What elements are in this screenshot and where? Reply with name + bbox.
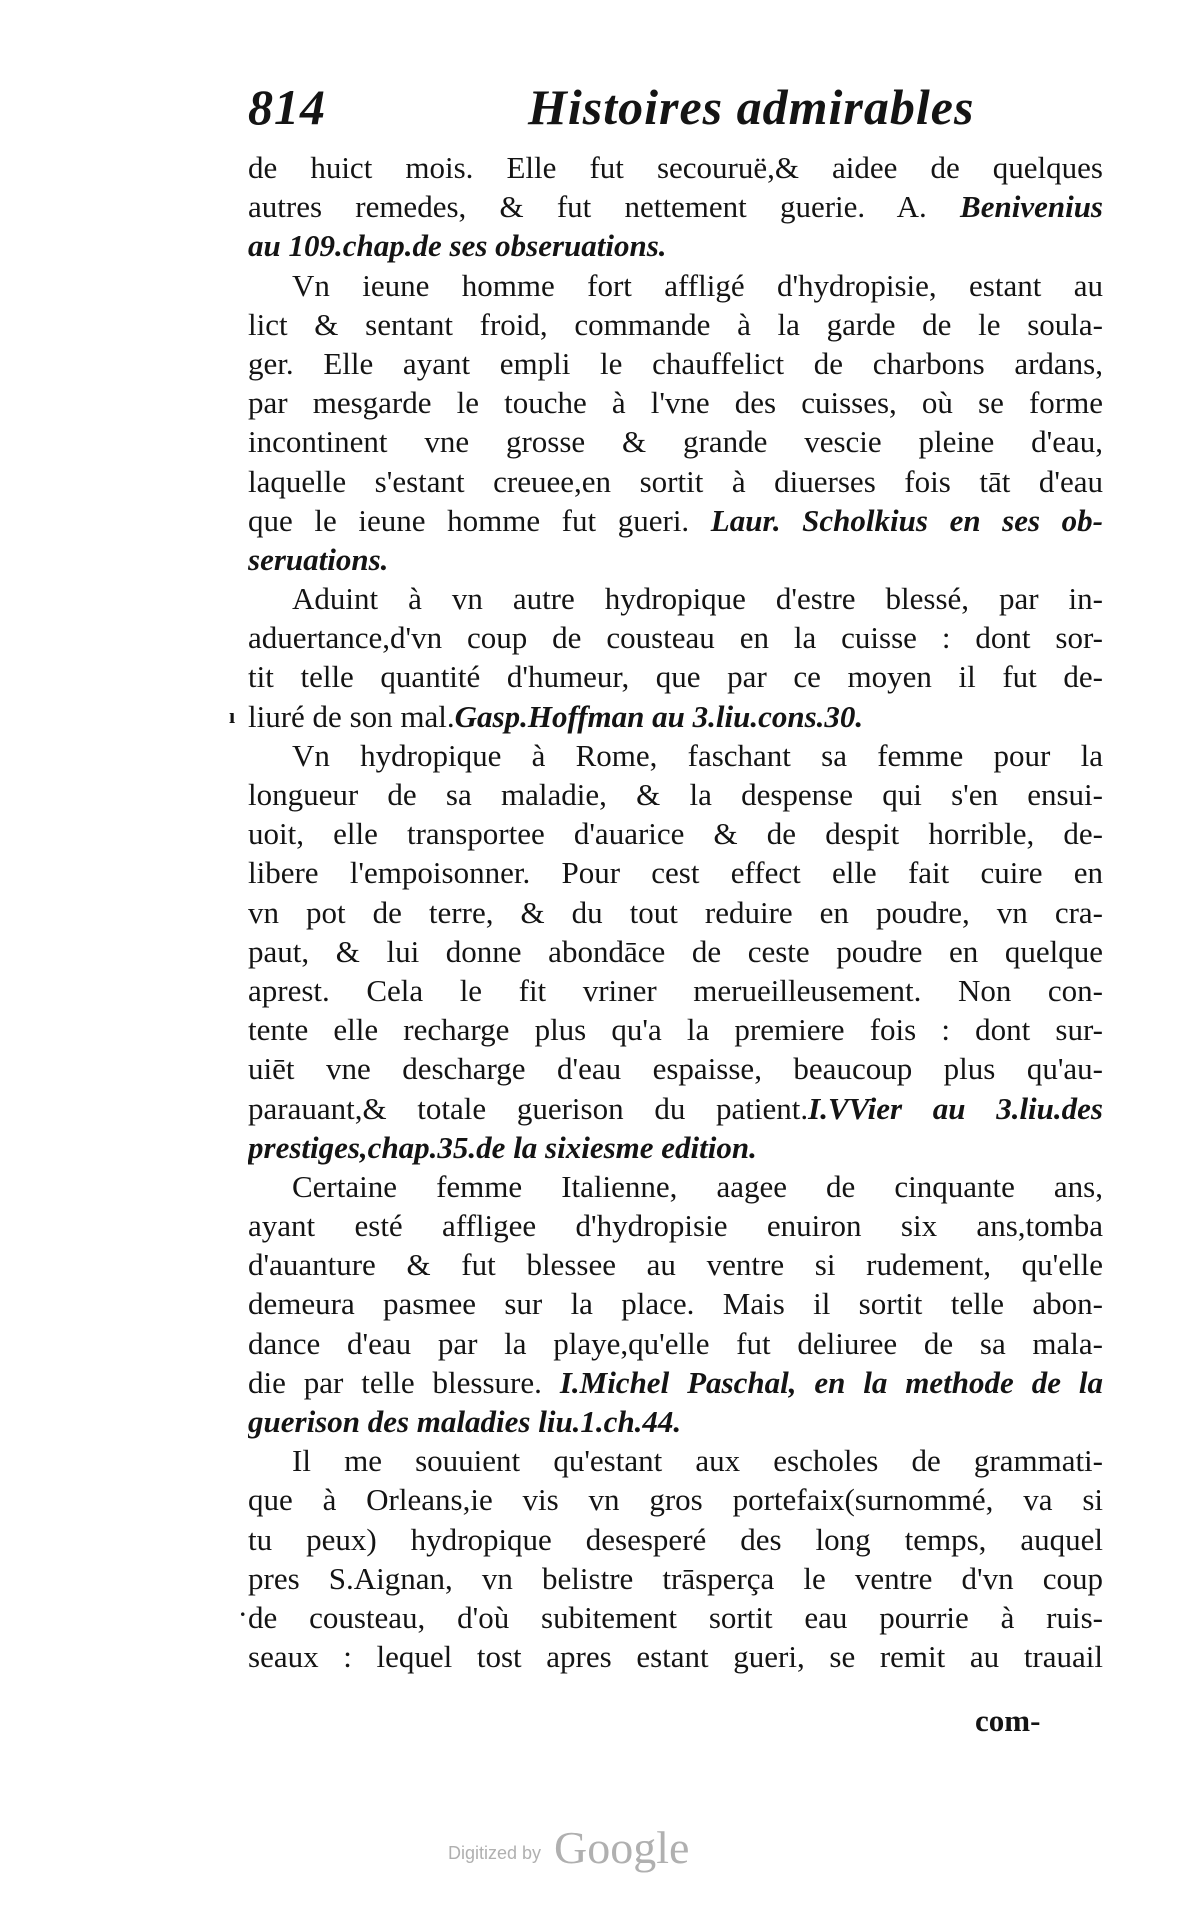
text-line — [248, 814, 1103, 853]
line-text: seaux : lequel tost apres estant gueri, se remit au trauail — [248, 1639, 1103, 1675]
digitization-watermark — [448, 1821, 748, 1881]
text-line — [248, 1520, 1103, 1559]
line-text: aduertance,d'vn coup de cousteau en la cuisse : dont sor- — [248, 620, 1103, 656]
margin-mark: . — [240, 1596, 246, 1621]
text-line — [248, 1324, 1103, 1363]
text-line — [248, 1128, 1103, 1167]
text-line — [248, 1049, 1103, 1088]
text-line — [248, 579, 1103, 618]
citation: prestiges,chap.35.de la sixiesme edition. — [248, 1129, 757, 1165]
line-text: parauant,& totale guerison du patient. — [248, 1090, 809, 1126]
text-line — [248, 1206, 1103, 1245]
text-line — [248, 187, 1103, 226]
text-line — [248, 148, 1103, 187]
running-title: Histoires admirables — [528, 79, 975, 135]
citation: Gasp.Hoffman au 3.liu.cons.30. — [454, 698, 864, 734]
text-line — [248, 1441, 1103, 1480]
line-text: de huict mois. Elle fut secouruë,& aidee de quelques — [248, 150, 1103, 185]
line-text: aprest. Cela le fit vriner merueilleusement. Non con- — [248, 972, 1103, 1008]
text-line — [248, 1089, 1103, 1128]
body-text — [248, 148, 1103, 1676]
citation: Benivenius — [960, 189, 1103, 225]
page-header — [248, 78, 1103, 138]
citation: au 109.chap.de ses obseruations. — [248, 228, 667, 264]
text-line — [248, 657, 1103, 696]
line-text: ayant esté affligee d'hydropisie enuiron six ans,tomba — [248, 1208, 1103, 1244]
text-line — [248, 1402, 1103, 1441]
text-line — [248, 1010, 1103, 1049]
text-line — [248, 1559, 1103, 1598]
text-line — [248, 932, 1103, 971]
text-line — [248, 540, 1103, 579]
line-text: dance d'eau par la playe,qu'elle fut deliuree de sa mala- — [248, 1325, 1103, 1361]
line-text: laquelle s'estant creuee,en sortit à diuerses fois tāt d'eau — [248, 463, 1103, 499]
text-line — [248, 697, 1103, 736]
line-text: die par telle blessure. — [248, 1364, 560, 1400]
line-text: Il me souuient qu'estant aux escholes de grammati- — [292, 1443, 1103, 1479]
text-line — [248, 266, 1103, 305]
line-text: demeura pasmee sur la place. Mais il sortit telle abon- — [248, 1286, 1103, 1322]
line-text: paut, & lui donne abondāce de ceste poudre en quelque — [248, 933, 1103, 969]
line-text: tu peux) hydropique desesperé des long temps, auquel — [248, 1521, 1103, 1557]
line-text: par mesgarde le touche à l'vne des cuisses, où se forme — [248, 385, 1103, 421]
citation: Laur. Scholkius en ses ob- — [710, 502, 1103, 538]
line-text: tit telle quantité d'humeur, que par ce moyen il fut de- — [248, 659, 1103, 695]
line-text: Vn ieune homme fort affligé d'hydropisie, estant au — [292, 267, 1103, 303]
text-line — [248, 344, 1103, 383]
line-text: uiēt vne descharge d'eau espaisse, beaucoup plus qu'au- — [248, 1051, 1103, 1087]
line-text: Aduint à vn autre hydropique d'estre blessé, par in- — [292, 581, 1103, 617]
catchword: com- — [975, 1703, 1041, 1738]
line-text: pres S.Aignan, vn belistre trāsperça le ventre d'vn coup — [248, 1560, 1103, 1596]
watermark-digitized-by: Digitized by — [448, 1843, 542, 1863]
text-line — [248, 1245, 1103, 1284]
line-text: que à Orleans,ie vis vn gros portefaix(surnommé, va si — [248, 1482, 1103, 1518]
text-line — [248, 226, 1103, 265]
citation: seruations. — [248, 541, 389, 577]
citation: guerison des maladies liu.1.ch.44. — [248, 1404, 682, 1439]
line-text: vn pot de terre, & du tout reduire en poudre, vn cra- — [248, 894, 1103, 930]
citation: I.VVier au 3.liu.des — [808, 1090, 1103, 1126]
text-line — [248, 1284, 1103, 1323]
text-line — [248, 618, 1103, 657]
text-line — [248, 383, 1103, 422]
margin-mark: ı — [229, 703, 236, 728]
line-text: autres remedes, & fut nettement guerie. A. — [248, 189, 961, 225]
line-text: lict & sentant froid, commande à la garde de le soula- — [248, 306, 1103, 342]
text-line — [248, 736, 1103, 775]
text-line — [248, 422, 1103, 461]
line-text: incontinent vne grosse & grande vescie pleine d'eau, — [248, 424, 1103, 460]
text-line — [248, 1480, 1103, 1519]
text-line — [248, 305, 1103, 344]
text-line — [248, 971, 1103, 1010]
page-number: 814 — [248, 79, 326, 135]
line-text: uoit, elle transportee d'auarice & de despit horrible, de- — [248, 816, 1103, 852]
line-text: ger. Elle ayant empli le chauffelict de charbons ardans, — [248, 345, 1103, 381]
line-text: longueur de sa maladie, & la despense qui s'en ensui- — [248, 777, 1103, 812]
text-line — [248, 1598, 1103, 1637]
text-line — [248, 775, 1103, 814]
line-text: Vn hydropique à Rome, faschant sa femme pour la — [292, 737, 1103, 773]
google-logo: Google — [554, 1822, 690, 1873]
line-text: que le ieune homme fut gueri. — [248, 502, 711, 538]
line-text: libere l'empoisonner. Pour cest effect elle fait cuire en — [248, 855, 1103, 891]
citation: I.Michel Paschal, en la methode de la — [559, 1364, 1103, 1400]
line-text: liuré de son mal. — [248, 698, 455, 734]
text-line — [248, 893, 1103, 932]
line-text: Certaine femme Italienne, aagee de cinquante ans, — [292, 1168, 1103, 1204]
text-line — [248, 462, 1103, 501]
text-line — [248, 1637, 1103, 1676]
line-text: de cousteau, d'où subitement sortit eau pourrie à ruis- — [248, 1599, 1103, 1635]
text-line — [248, 501, 1103, 540]
text-line — [248, 1363, 1103, 1402]
line-text: d'auanture & fut blessee au ventre si rudement, qu'elle — [248, 1247, 1103, 1283]
text-line — [248, 1167, 1103, 1206]
line-text: tente elle recharge plus qu'a la premiere fois : dont sur- — [248, 1012, 1103, 1048]
text-line — [248, 853, 1103, 892]
